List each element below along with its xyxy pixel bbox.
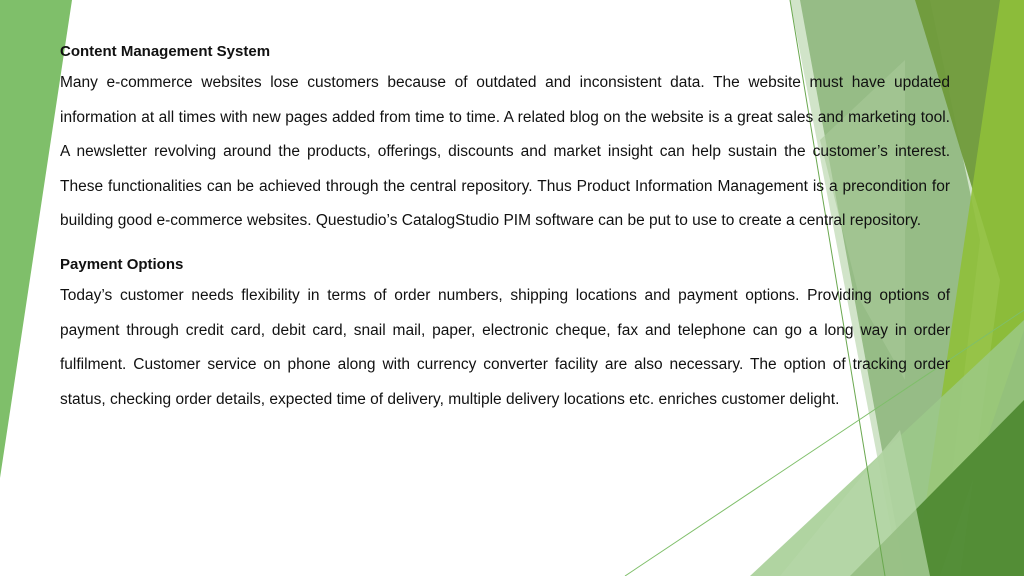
section-heading-payment: Payment Options [60, 255, 184, 273]
slide-content [60, 38, 950, 417]
section-spacer [60, 239, 950, 251]
section-body-payment: Today’s customer needs flexibility in terms of order numbers, shipping locations and payment options. Providing options of payment through credit card, debit card, snail mail, paper, electronic cheque, fax and telephone can go a long way in order fulfilment. Customer service on phone along with currency converter facility are also necessary. The option of tracking order status, checking order details, expected time of delivery, multiple delivery locations etc. enriches customer delight. [60, 286, 950, 408]
section-heading-cms: Content Management System [60, 43, 271, 60]
section-body-cms: Many e-commerce websites lose customers because of outdated and inconsistent data. The website must have updated information at all times with new pages added from time to time. A related blog on the website is a great sales and marketing tool. A newsletter revolving around the products, offerings, discounts and market insight can help sustain the customer’s interest. These functionalities can be achieved through the central repository. Thus Product Information Management is a precondition for building good e-commerce websites. Questudio’s CatalogStudio PIM software can be put to use to create a central repository. [60, 74, 950, 230]
